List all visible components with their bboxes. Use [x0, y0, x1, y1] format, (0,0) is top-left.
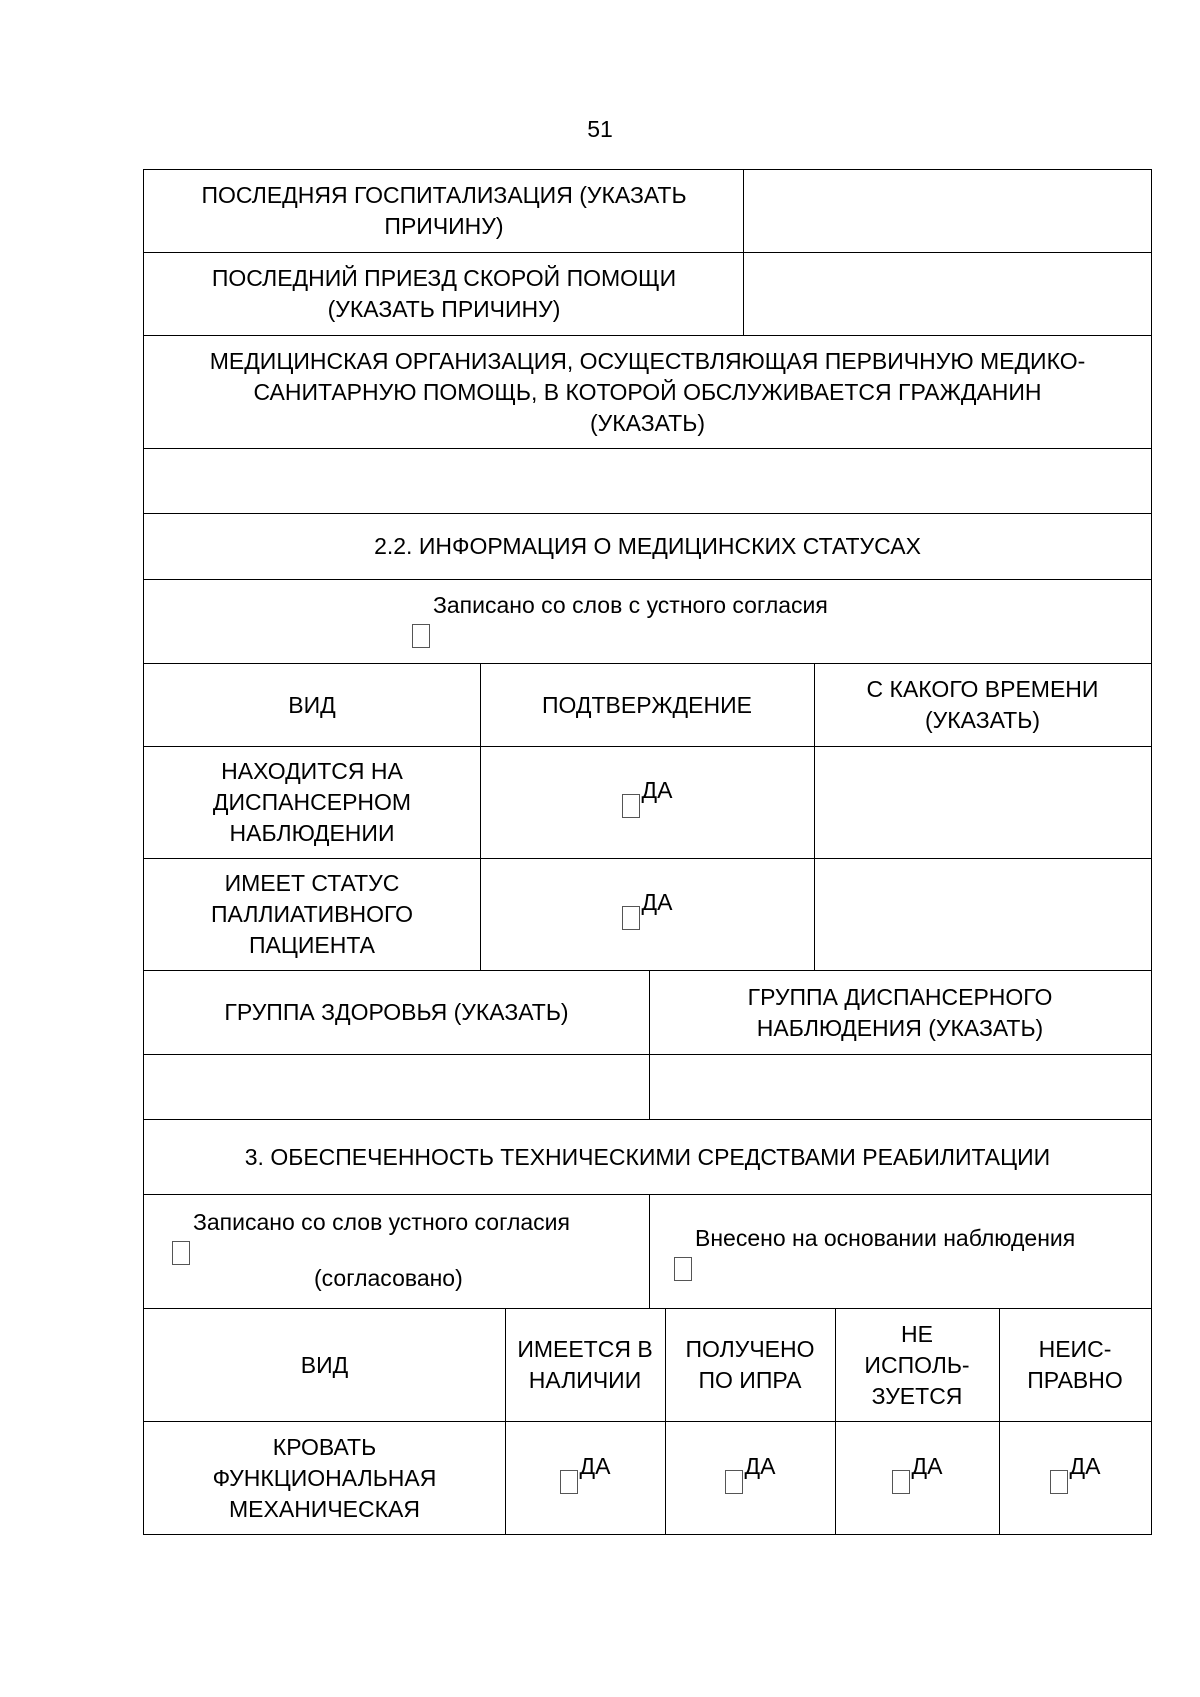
section-2-2-consent-row — [143, 579, 1152, 664]
status-type-palliative: ИМЕЕТ СТАТУС ПАЛЛИАТИВНОГО ПАЦИЕНТА — [210, 870, 414, 958]
equip-available-checkbox[interactable] — [560, 1470, 578, 1494]
status-type-dispensary: НАХОДИТСЯ НА ДИСПАНСЕРНОМ НАБЛЮДЕНИИ — [212, 758, 412, 846]
section-2-2-title: 2.2. ИНФОРМАЦИЯ О МЕДИЦИНСКИХ СТАТУСАХ — [374, 533, 921, 559]
header-since: С КАКОГО ВРЕМЕНИ (УКАЗАТЬ) — [866, 676, 1099, 733]
equip-header-type: ВИД — [300, 1351, 349, 1378]
section-3-observed-label: Внесено на основании наблюдения — [695, 1225, 1076, 1251]
equip-faulty-option[interactable]: ДА — [1050, 1463, 1101, 1494]
section-3-title-row — [143, 1119, 1152, 1195]
equip-header-received: ПОЛУЧЕНО ПО ИПРА — [685, 1336, 815, 1393]
group-values-row — [143, 1054, 1152, 1120]
section-2-2-title-row — [143, 513, 1152, 580]
section-3-consent-checkbox[interactable] — [172, 1241, 190, 1265]
equip-type: КРОВАТЬ ФУНКЦИОНАЛЬНАЯ МЕХАНИЧЕСКАЯ — [212, 1433, 437, 1522]
health-group-field[interactable] — [144, 1055, 649, 1119]
palliative-since-field[interactable] — [814, 859, 1151, 970]
section-3-consent-label: Записано со слов устного согласия — [193, 1209, 570, 1235]
equip-faulty-checkbox[interactable] — [1050, 1470, 1068, 1494]
health-group-label: ГРУППА ЗДОРОВЬЯ (УКАЗАТЬ) — [224, 999, 569, 1025]
header-confirm: ПОДТВЕРЖДЕНИЕ — [542, 691, 752, 718]
palliative-yes-checkbox[interactable] — [622, 906, 640, 930]
status-row-palliative — [143, 858, 1152, 971]
status-table-header — [143, 663, 1152, 747]
equip-available-option[interactable]: ДА — [560, 1463, 611, 1494]
ambulance-label: ПОСЛЕДНИЙ ПРИЕЗД СКОРОЙ ПОМОЩИ (УКАЗАТЬ ПРИЧИНУ) — [211, 265, 677, 322]
equipment-row — [143, 1421, 1152, 1535]
section-3-consent-row — [143, 1194, 1152, 1309]
dispensary-group-label: ГРУППА ДИСПАНСЕРНОГО НАБЛЮДЕНИЯ (УКАЗАТЬ) — [747, 983, 1053, 1041]
section-3-observed-checkbox[interactable] — [674, 1257, 692, 1281]
palliative-yes-option[interactable]: ДА — [622, 899, 673, 930]
status-row-dispensary — [143, 746, 1152, 859]
header-type: ВИД — [288, 691, 336, 718]
equipment-table-header — [143, 1308, 1152, 1422]
med-org-label: МЕДИЦИНСКАЯ ОРГАНИЗАЦИЯ, ОСУЩЕСТВЛЯЮЩАЯ ПЕРВИЧНУЮ МЕДИКО-САНИТАРНУЮ ПОМОЩЬ, В КОТОРОЙ ОБСЛУЖИВАЕТСЯ ГРАЖДАНИН (УКАЗАТЬ) — [209, 347, 1086, 436]
ambulance-row — [143, 252, 1152, 336]
med-org-row — [143, 335, 1152, 449]
dispensary-group-field[interactable] — [649, 1055, 1151, 1119]
dispensary-since-field[interactable] — [814, 747, 1151, 858]
dispensary-yes-option[interactable]: ДА — [622, 787, 673, 818]
hospitalization-label: ПОСЛЕДНЯЯ ГОСПИТАЛИЗАЦИЯ (УКАЗАТЬ ПРИЧИНУ) — [201, 182, 687, 239]
section-3-consent-note: (согласовано) — [314, 1265, 463, 1291]
equip-received-checkbox[interactable] — [725, 1470, 743, 1494]
equip-header-faulty: НЕИС-ПРАВНО — [1027, 1336, 1123, 1393]
consent-checkbox[interactable] — [412, 624, 430, 648]
med-org-field[interactable] — [143, 448, 1152, 514]
equip-header-available: ИМЕЕТСЯ В НАЛИЧИИ — [517, 1336, 653, 1393]
equip-unused-option[interactable]: ДА — [892, 1463, 943, 1494]
equip-unused-checkbox[interactable] — [892, 1470, 910, 1494]
page-number: 51 — [587, 116, 613, 142]
dispensary-yes-checkbox[interactable] — [622, 794, 640, 818]
ambulance-field[interactable] — [744, 253, 1151, 335]
equip-header-unused: НЕ ИСПОЛЬ-ЗУЕТСЯ — [864, 1320, 970, 1409]
consent-label: Записано со слов с устного согласия — [433, 592, 828, 618]
equip-received-option[interactable]: ДА — [725, 1463, 776, 1494]
group-labels-row — [143, 970, 1152, 1055]
section-3-title: 3. ОБЕСПЕЧЕННОСТЬ ТЕХНИЧЕСКИМИ СРЕДСТВАМИ РЕАБИЛИТАЦИИ — [244, 1143, 1051, 1170]
hospitalization-field[interactable] — [744, 170, 1151, 252]
hospitalization-row — [143, 169, 1152, 253]
